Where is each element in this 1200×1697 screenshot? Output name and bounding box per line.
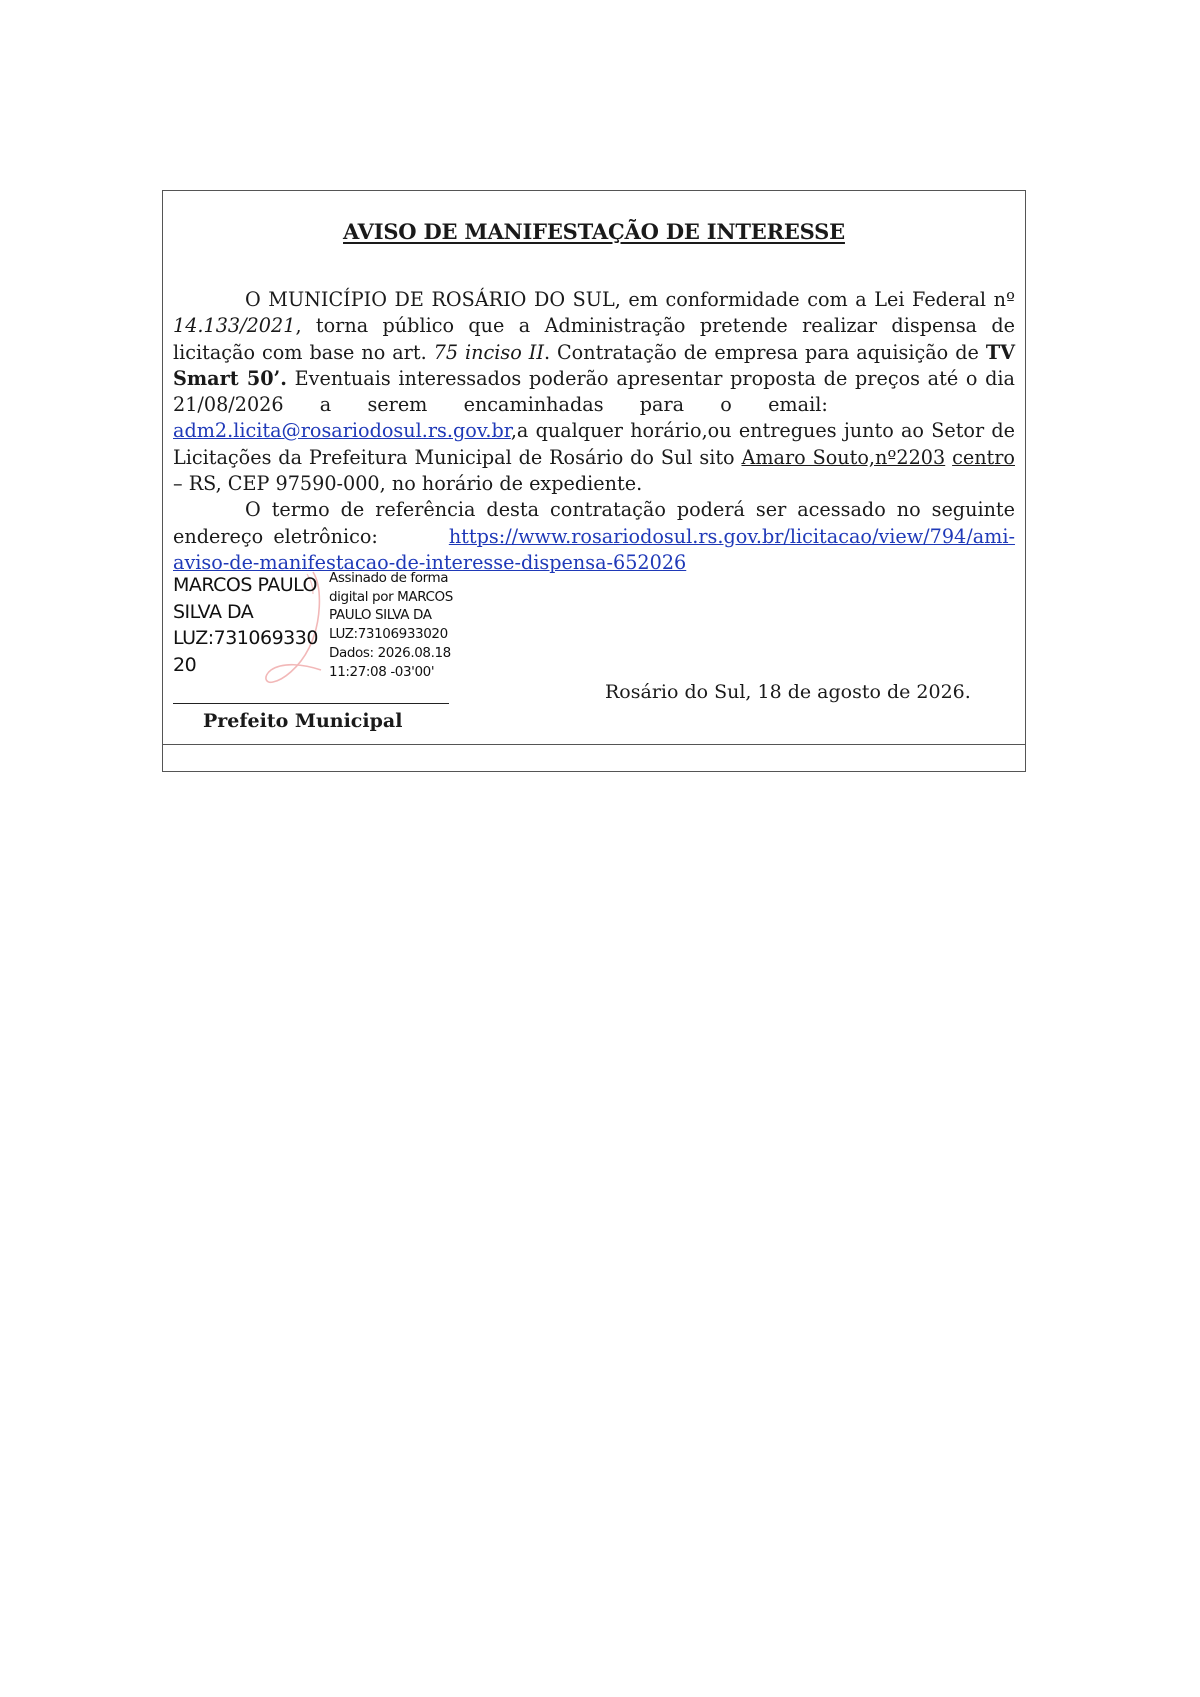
article-reference: 75 inciso II bbox=[433, 340, 544, 364]
signer-name-line: LUZ:731069330 bbox=[173, 627, 318, 649]
signature-detail-line: Dados: 2026.08.18 bbox=[329, 644, 451, 661]
signer-name bbox=[173, 572, 323, 678]
text-segment: . Contratação de empresa para aquisição de bbox=[543, 340, 986, 364]
signer-name-line: MARCOS PAULO bbox=[173, 574, 317, 596]
notice-box bbox=[162, 190, 1026, 772]
signer-role: Prefeito Municipal bbox=[203, 710, 403, 732]
text-segment: O MUNICÍPIO DE ROSÁRIO DO SUL, em conformidade com a Lei Federal nº bbox=[245, 288, 1015, 311]
text-segment: Eventuais interessados poderão apresentar proposta de preços até o dia 21/08/2026 a serem encaminhadas para o email: bbox=[173, 366, 1015, 417]
text-segment: – RS, CEP 97590-000, no horário de expediente. bbox=[173, 472, 643, 496]
signature-line bbox=[173, 703, 449, 704]
signature-details bbox=[329, 569, 453, 681]
signature-detail-line: 11:27:08 -03'00' bbox=[329, 663, 435, 680]
notice-title: AVISO DE MANIFESTAÇÃO DE INTERESSE bbox=[343, 219, 845, 244]
law-reference: 14.133/2021 bbox=[173, 314, 296, 338]
divider bbox=[163, 744, 1025, 745]
notice-body bbox=[173, 287, 1015, 576]
district-name: centro bbox=[952, 445, 1015, 469]
text-segment: ,a qualquer horário,ou entregues junto ao Setor de Licitações da Prefeitura Municipal de Rosário do Sul sito bbox=[173, 419, 1015, 469]
signer-name-line: 20 bbox=[173, 653, 197, 676]
signer-name-line: SILVA DA bbox=[173, 600, 254, 623]
text-segment: O termo de referência desta contratação poderá ser acessado no seguinte endereço eletrônico: bbox=[173, 498, 1015, 548]
item-name: TV Smart 50’. bbox=[173, 340, 1015, 390]
text-segment: , torna público que a Administração pretende realizar dispensa de licitação com base no art. bbox=[173, 314, 1015, 364]
street-address: Amaro Souto,nº2203 bbox=[741, 445, 946, 469]
paragraph-main bbox=[173, 287, 1015, 497]
signature-detail-line: PAULO SILVA DA bbox=[329, 607, 432, 624]
signature-detail-line: digital por MARCOS bbox=[329, 588, 453, 605]
email-link[interactable]: adm2.licita@rosariodosul.rs.gov.br bbox=[173, 419, 511, 443]
signature-detail-line: LUZ:73106933020 bbox=[329, 626, 448, 643]
reference-link[interactable]: https://www.rosariodosul.rs.gov.br/licitacao/view/794/ami-aviso-de-manifestacao-de-interesse-dispensa-652026 bbox=[173, 524, 1015, 574]
paragraph-reference bbox=[173, 497, 1015, 576]
signature-detail-line: Assinado de forma bbox=[329, 570, 449, 586]
place-date: Rosário do Sul, 18 de agosto de 2026. bbox=[605, 681, 971, 703]
